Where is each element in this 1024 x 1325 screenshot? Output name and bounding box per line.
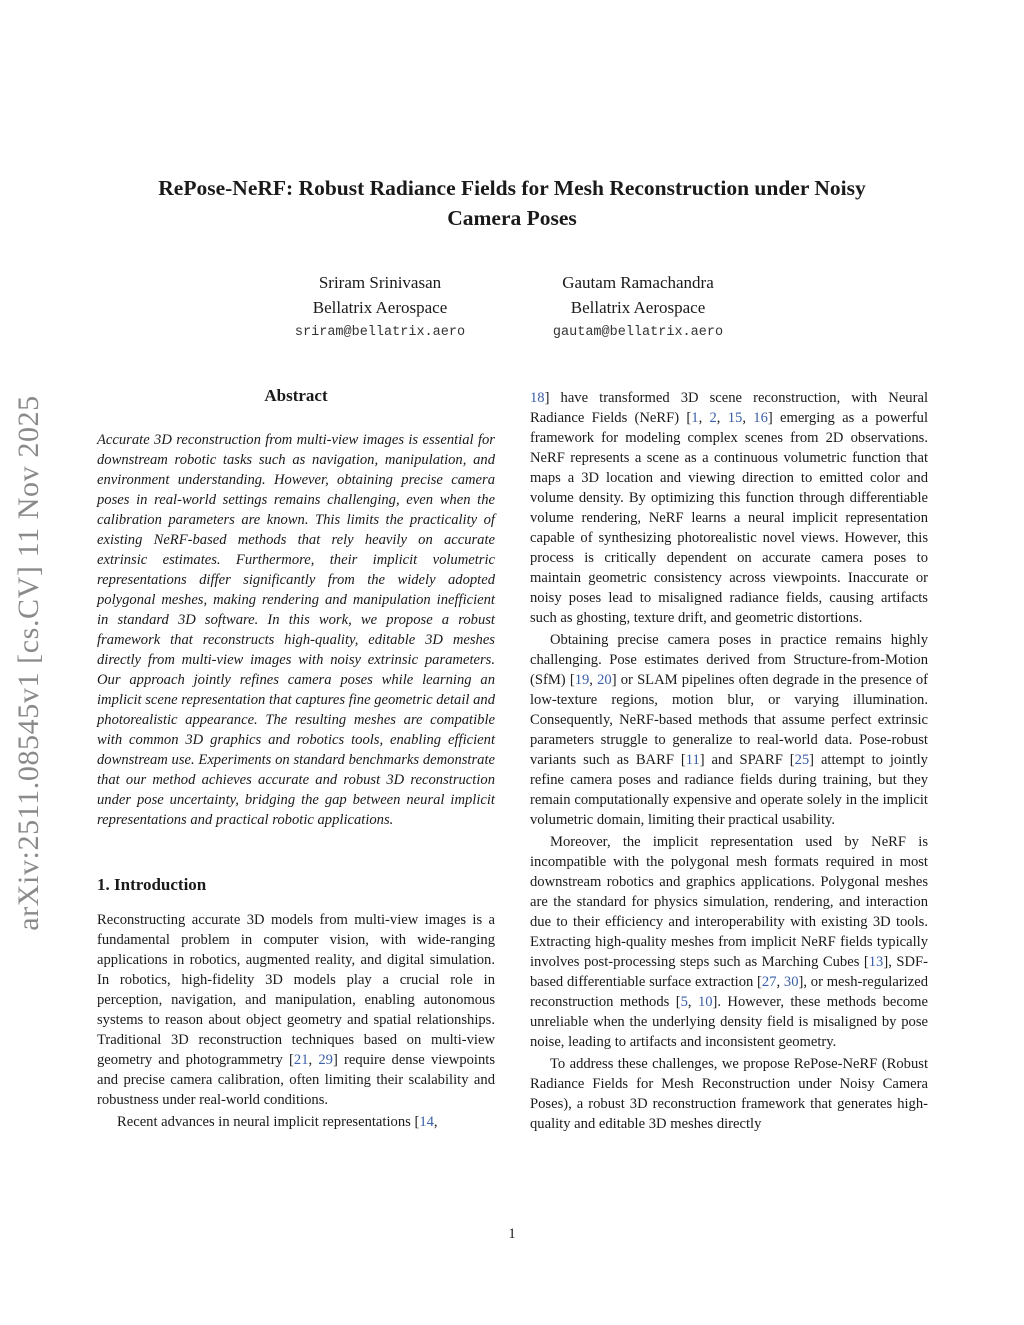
paper-title-line-2: Camera Poses [447,206,577,230]
paper-title-line-1: RePose-NeRF: Robust Radiance Fields for Mesh Reconstruction under Noisy [158,176,866,200]
citation-link[interactable]: 15 [727,410,743,426]
text-run: , [716,410,728,426]
text-run: Moreover, the implicit representation used by NeRF is incompatible with the polygonal mesh formats required in most downstream robotics and graphics applications. Polygonal meshes are the standard for physics simulation, rendering, and interaction due to their efficiency and interoperability with existing 3D tools. Extracting high-quality meshes from implicit NeRF fields typically involves post-processing steps such as Marching Cubes [ [530,834,928,970]
text-run: ]. However, these methods become unreliable when the underlying density field is misaligned by pose noise, leading to artifacts and inconsistent geometry. [530,994,928,1050]
text-run: , [589,672,598,688]
citation-link[interactable]: 5 [680,994,688,1010]
text-run: , [308,1052,319,1068]
citation-link[interactable]: 16 [753,410,768,426]
citation-link[interactable]: 10 [697,994,713,1010]
author-affiliation: Bellatrix Aerospace [312,298,448,317]
text-run: ] or SLAM pipelines often degrade in the presence of low-texture regions, motion blur, or varying illumination. Consequently, NeRF-based methods that assume perfect extrinsic parameters struggle to generalize to real-world data. Pose-robust variants such as BARF [ [530,672,929,768]
text-run: ] require dense viewpoints and precise camera calibration, often limiting their scalability and robustness under real-world conditions. [97,1052,496,1108]
paper-title [100,173,924,233]
author-block-2 [488,270,788,346]
text-run: Recent advances in neural implicit representations [ [117,1114,420,1130]
author-affiliation: Bellatrix Aerospace [570,298,706,317]
text-run: ] have transformed 3D scene reconstruction, with Neural Radiance Fields (NeRF) [ [530,390,928,426]
author-name: Sriram Srinivasan [318,273,442,292]
intro-paragraph-1 [97,910,495,1110]
text-run: , [687,994,698,1010]
left-column [97,386,495,1132]
text-run: ], SDF-based differentiable surface extraction [ [530,954,928,990]
citation-link[interactable]: 14 [419,1114,434,1130]
text-run: Obtaining precise camera poses in practice remains highly challenging. Pose estimates derived from Structure-from-Motion (SfM) [ [530,632,928,688]
citation-link[interactable]: 13 [868,954,884,970]
abstract-heading: Abstract [264,386,328,405]
author-email: sriram@bellatrix.aero [294,325,466,340]
text-run: , [433,1114,438,1130]
citation-link[interactable]: 20 [597,672,612,688]
body-paragraph-4: To address these challenges, we propose RePose-NeRF (Robust Radiance Fields for Mesh Reconstruction under Noisy Camera Poses), a robust 3D reconstruction framework that generates high-quality and editable 3D meshes directly [530,1056,928,1132]
right-column [530,388,928,1134]
author-block-1 [230,270,530,346]
body-paragraph-1 [530,388,928,628]
text-run: ] attempt to jointly refine camera poses and radiance fields during training, but they remain computationally expensive and operate solely in the implicit volumetric domain, limiting their practical usability. [530,752,928,828]
citation-link[interactable]: 11 [685,752,700,768]
citation-link[interactable]: 1 [691,410,699,426]
citation-link[interactable]: 19 [574,672,590,688]
body-paragraph-3 [530,832,928,1052]
citation-link[interactable]: 2 [709,410,717,426]
citation-link[interactable]: 29 [318,1052,333,1068]
text-run: ], or mesh-regularized reconstruction methods [ [530,974,928,1010]
text-run: , [742,410,754,426]
body-paragraph-2 [530,630,928,830]
author-name: Gautam Ramachandra [562,273,714,292]
abstract-body: Accurate 3D reconstruction from multi-view images is essential for downstream robotic tasks such as navigation, manipulation, and environment understanding. However, obtaining precise camera poses in real-world settings remains challenging, even when the calibration parameters are known. This limits the practicality of existing NeRF-based methods that rely heavily on accurate extrinsic estimates. Furthermore, their implicit volumetric representations differ significantly from the widely adopted polygonal meshes, making rendering and manipulation inefficient in standard 3D software. In this work, we propose a robust framework that reconstructs high-quality, editable 3D meshes directly from multi-view images with noisy extrinsic parameters. Our approach jointly refines camera poses while learning an implicit scene representation that captures fine geometric detail and photorealistic appearance. The resulting meshes are compatible with common 3D graphics and robotics tools, enabling efficient downstream use. Experiments on standard benchmarks demonstrate that our method achieves accurate and robust 3D reconstruction under pose uncertainty, bridging the gap between neural implicit representations and practical robotic applications. [97,432,495,828]
text-run: , [776,974,784,990]
text-run: Reconstructing accurate 3D models from multi-view images is a fundamental problem in computer vision, with wide-ranging applications in robotics, augmented reality, and digital simulation. In robotics, high-fidelity 3D models play a crucial role in perception, navigation, and manipulation, enabling autonomous systems to reason about object geometry and spatial relationships. Traditional 3D reconstruction techniques based on multi-view geometry and photogrammetry [ [97,912,495,1068]
intro-paragraph-2 [97,1112,495,1132]
citation-link[interactable]: 18 [530,390,545,406]
author-email: gautam@bellatrix.aero [552,325,724,340]
citation-link[interactable]: 30 [783,974,799,990]
text-run: ] and SPARF [ [699,752,795,768]
section-heading-introduction: 1. Introduction [97,875,207,894]
citation-link[interactable]: 21 [293,1052,309,1068]
text-run: , [698,410,710,426]
citation-link[interactable]: 27 [761,974,777,990]
arxiv-identifier-stamp [12,368,46,958]
citation-link[interactable]: 25 [794,752,810,768]
arxiv-identifier-text: arXiv:2511.08545v1 [cs.CV] 11 Nov 2025 [12,395,45,931]
text-run: ] emerging as a powerful framework for modeling complex scenes from 2D observations. NeRF represents a scene as a continuous volumetric function that maps a 3D location and viewing direction to emitted color and volume density. By optimizing this function through differentiable volume rendering, NeRF learns a neural implicit representation capable of synthesizing photorealistic novel views. However, this process is critically dependent on accurate camera poses to maintain geometric consistency across viewpoints. Inaccurate or noisy poses lead to misaligned radiance fields, causing artifacts such as ghosting, texture drift, and geometric distortions. [530,410,929,626]
page-number: 1 [508,1226,516,1242]
